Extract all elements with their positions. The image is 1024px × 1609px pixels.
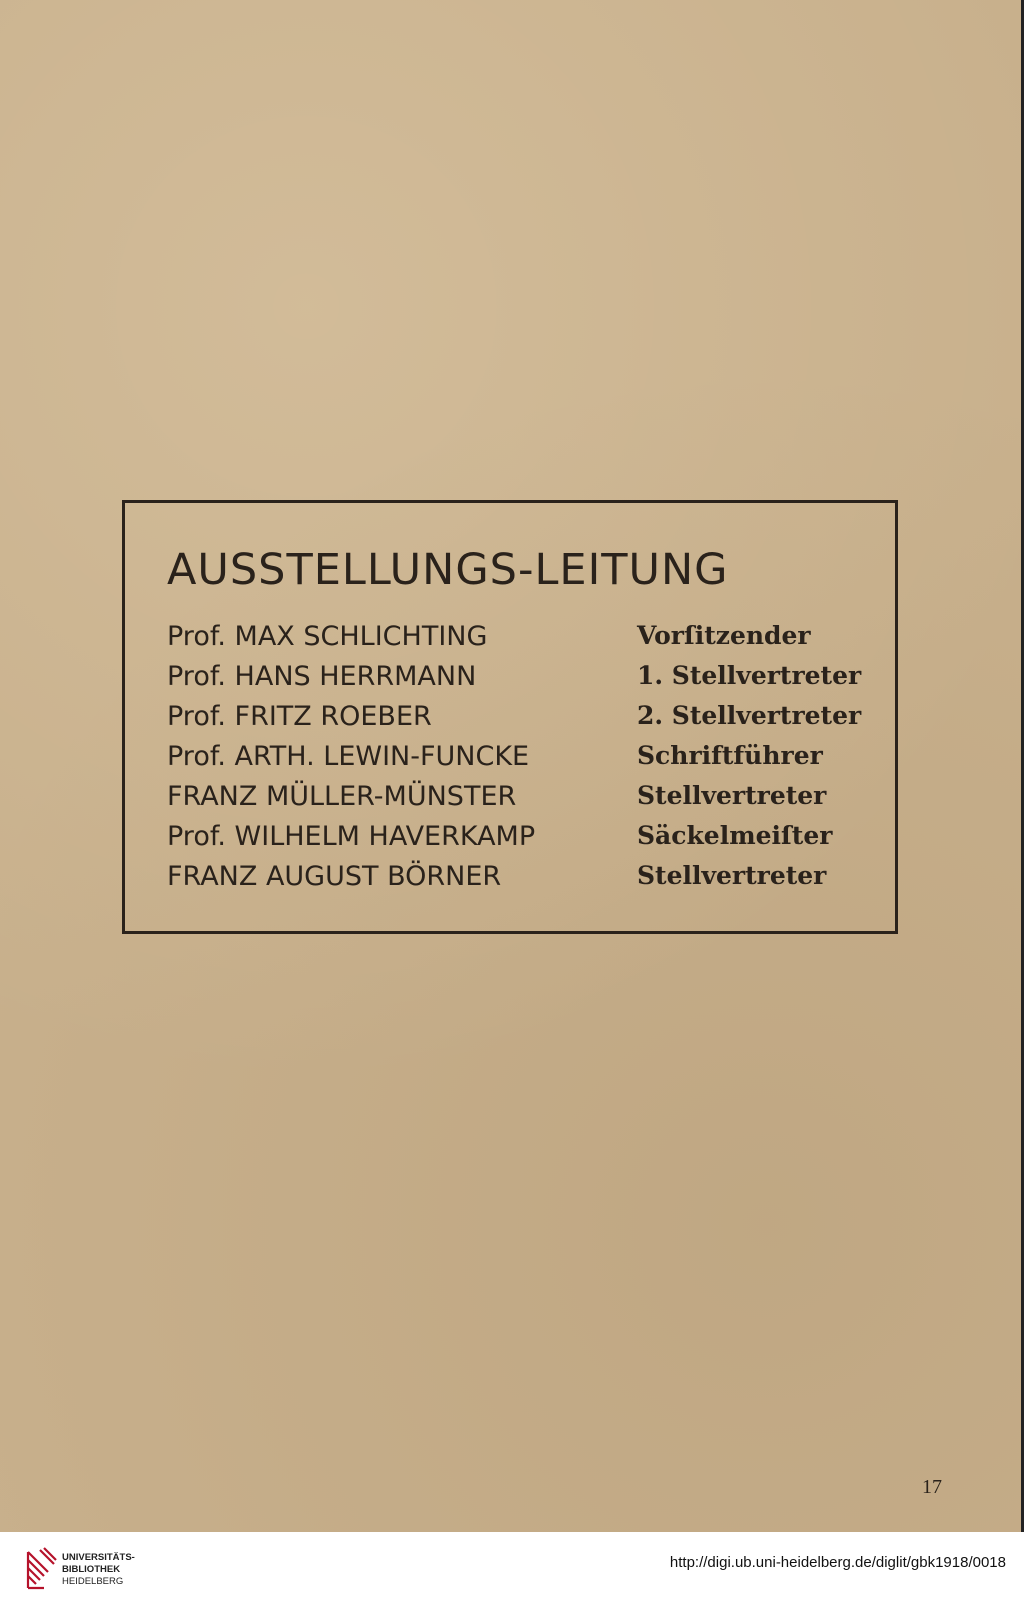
- library-line: UNIVERSITÄTS-: [62, 1552, 135, 1563]
- committee-row: [167, 701, 867, 741]
- committee-row: [167, 741, 867, 781]
- library-logo-icon: [22, 1544, 62, 1596]
- member-role: Stellvertreter: [637, 861, 827, 890]
- committee-list: [167, 621, 867, 901]
- member-name: Prof. MAX SCHLICHTING: [167, 621, 488, 652]
- member-name: Prof. HANS HERRMANN: [167, 661, 477, 692]
- committee-row: [167, 781, 867, 821]
- library-line: BIBLIOTHEK: [62, 1564, 121, 1575]
- library-name: [62, 1552, 135, 1588]
- member-name: Prof. ARTH. LEWIN-FUNCKE: [167, 741, 530, 772]
- member-role: Schriftführer: [637, 741, 823, 770]
- member-role: Vorſitzender: [637, 621, 811, 650]
- member-name: FRANZ MÜLLER-MÜNSTER: [167, 781, 517, 812]
- source-url[interactable]: http://digi.ub.uni-heidelberg.de/diglit/gbk1918/0018: [669, 1554, 1006, 1571]
- committee-row: [167, 861, 867, 901]
- member-role: 1. Stellvertreter: [637, 661, 862, 690]
- member-name: FRANZ AUGUST BÖRNER: [167, 861, 502, 892]
- committee-row: [167, 661, 867, 701]
- committee-frame: [122, 500, 898, 934]
- committee-heading: AUSSTELLUNGS-LEITUNG: [167, 545, 729, 595]
- page-number: 17: [922, 1476, 942, 1498]
- member-name: Prof. FRITZ ROEBER: [167, 701, 432, 732]
- member-role: 2. Stellvertreter: [637, 701, 862, 730]
- committee-row: [167, 621, 867, 661]
- library-line: HEIDELBERG: [62, 1576, 124, 1587]
- member-role: Stellvertreter: [637, 781, 827, 810]
- member-role: Säckelmeiſter: [637, 821, 833, 850]
- footer-bar: [0, 1532, 1024, 1609]
- committee-row: [167, 821, 867, 861]
- member-name: Prof. WILHELM HAVERKAMP: [167, 821, 536, 852]
